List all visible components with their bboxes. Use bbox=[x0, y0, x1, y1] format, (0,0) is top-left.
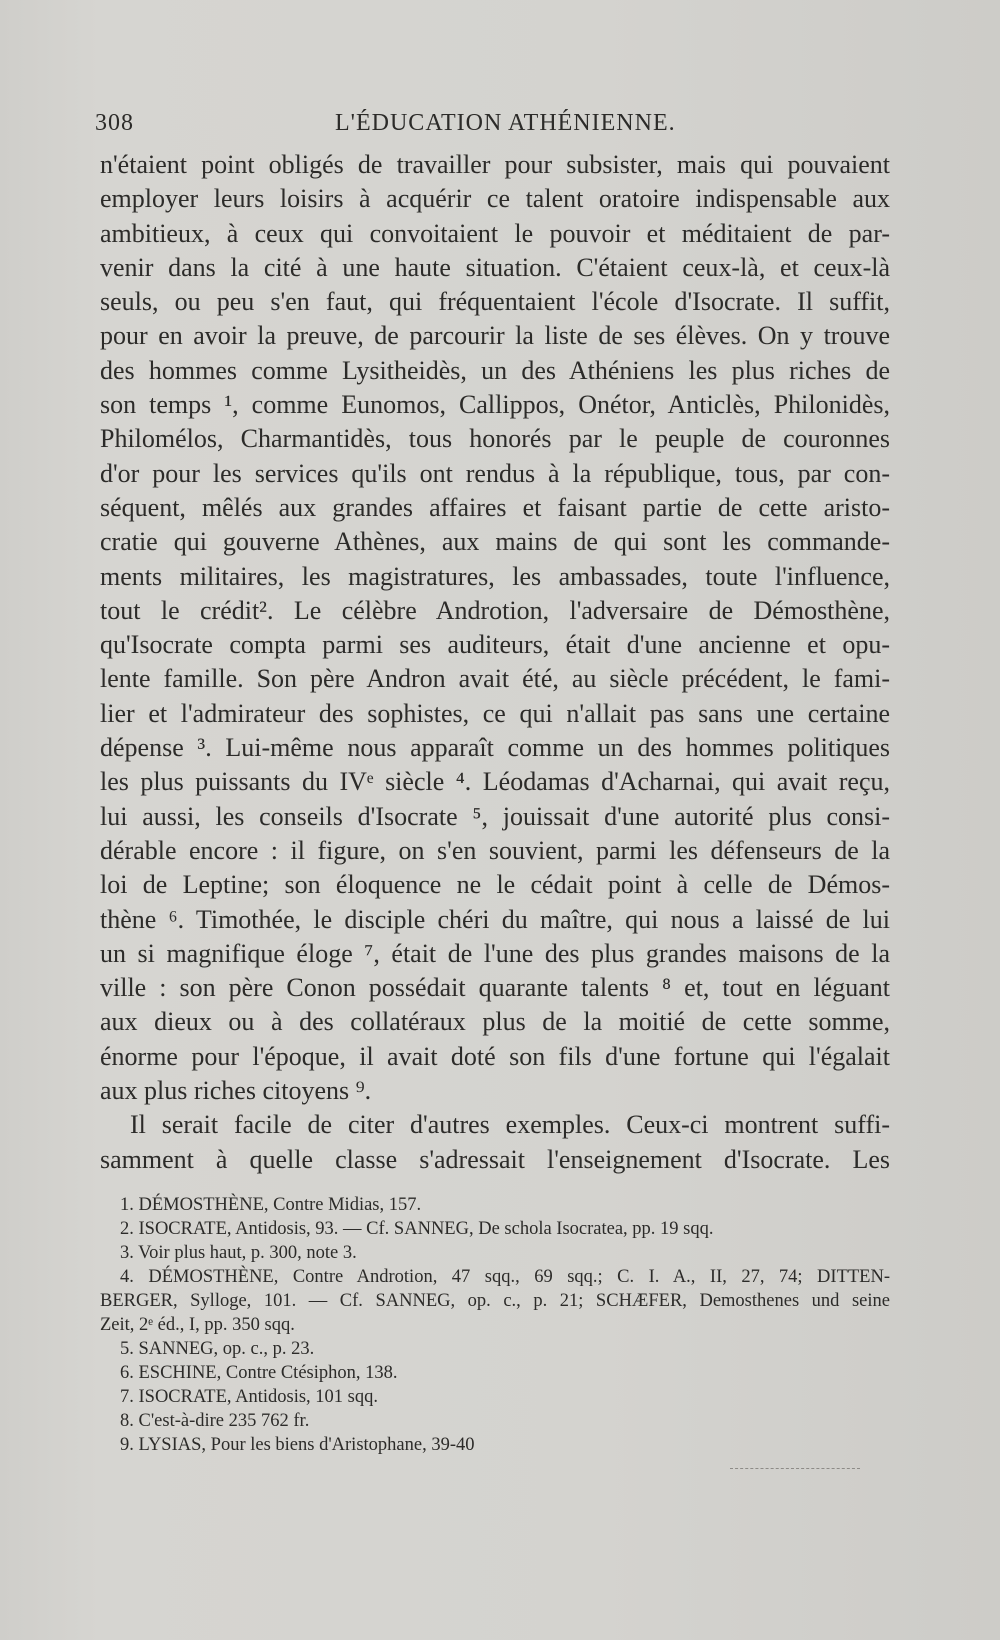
text-line: lui aussi, les conseils d'Isocrate ⁵, jouissait d'une autorité plus consi- bbox=[100, 801, 890, 831]
text-line: des hommes comme Lysitheidès, un des Athéniens les plus riches de bbox=[100, 355, 890, 385]
footnote: 1. DÉMOSTHÈNE, Contre Midias, 157. bbox=[120, 1195, 422, 1215]
text-line: samment à quelle classe s'adressait l'enseignement d'Isocrate. Les bbox=[100, 1144, 890, 1174]
main-text bbox=[100, 148, 890, 1177]
footnote: 8. C'est-à-dire 235 762 fr. bbox=[120, 1411, 310, 1431]
printer-rule bbox=[730, 1468, 860, 1469]
text-line: ville : son père Conon possédait quarante talents ⁸ et, tout en léguant bbox=[100, 973, 890, 1003]
footnote: 4. DÉMOSTHÈNE, Contre Androtion, 47 sqq., 69 sqq.; C. I. A., II, 27, 74; DITTEN- bbox=[120, 1267, 890, 1287]
text-line: loi de Leptine; son éloquence ne le cédait point à celle de Démos- bbox=[100, 870, 890, 900]
text-line: dérable encore : il figure, on s'en souvient, parmi les défenseurs de la bbox=[100, 835, 890, 865]
text-line: séquent, mêlés aux grandes affaires et faisant partie de cette aristo- bbox=[100, 492, 890, 522]
page-number: 308 bbox=[95, 110, 134, 136]
text-line: d'or pour les services qu'ils ont rendus à la république, tous, par con- bbox=[100, 458, 890, 488]
footnote: 5. SANNEG, op. c., p. 23. bbox=[120, 1339, 315, 1359]
running-title: L'ÉDUCATION ATHÉNIENNE. bbox=[335, 110, 676, 136]
text-line: cratie qui gouverne Athènes, aux mains de qui sont les commande- bbox=[100, 527, 890, 557]
text-line: ments militaires, les magistratures, les ambassades, toute l'influence, bbox=[100, 561, 890, 591]
footnote: 9. LYSIAS, Pour les biens d'Aristophane, 39-40 bbox=[120, 1435, 475, 1455]
text-line: employer leurs loisirs à acquérir ce talent oratoire indispensable aux bbox=[100, 184, 890, 214]
text-line: Il serait facile de citer d'autres exemples. Ceux-ci montrent suffi- bbox=[130, 1110, 890, 1140]
page-header bbox=[95, 110, 890, 144]
footnote: 3. Voir plus haut, p. 300, note 3. bbox=[120, 1243, 357, 1263]
footnote: 6. ESCHINE, Contre Ctésiphon, 138. bbox=[120, 1363, 398, 1383]
text-line: ambitieux, à ceux qui convoitaient le pouvoir et méditaient de par- bbox=[100, 218, 890, 248]
text-line: lente famille. Son père Andron avait été, au siècle précédent, le fami- bbox=[100, 664, 890, 694]
text-line: thène ⁶. Timothée, le disciple chéri du maître, qui nous a laissé de lui bbox=[100, 904, 890, 934]
footnote: 7. ISOCRATE, Antidosis, 101 sqq. bbox=[120, 1387, 379, 1407]
text-line: tout le crédit². Le célèbre Androtion, l'adversaire de Démosthène, bbox=[100, 595, 890, 625]
text-line: aux plus riches citoyens ⁹. bbox=[100, 1076, 372, 1106]
footnotes bbox=[100, 1193, 890, 1457]
text-line: un si magnifique éloge ⁷, était de l'une des plus grandes maisons de la bbox=[100, 938, 890, 968]
text-line: n'étaient point obligés de travailler pour subsister, mais qui pouvaient bbox=[100, 150, 890, 179]
footnote-continuation: BERGER, Sylloge, 101. — Cf. SANNEG, op. c., p. 21; SCHÆFER, Demosthenes und seine bbox=[100, 1291, 890, 1311]
text-line: Philomélos, Charmantidès, tous honorés par le peuple de couronnes bbox=[100, 424, 890, 454]
text-line: aux dieux ou à des collatéraux plus de la moitié de cette somme, bbox=[100, 1007, 890, 1037]
text-line: dépense ³. Lui-même nous apparaît comme un des hommes politiques bbox=[100, 733, 890, 763]
footnote-continuation: Zeit, 2ᵉ éd., I, pp. 350 sqq. bbox=[100, 1315, 295, 1335]
text-line: énorme pour l'époque, il avait doté son fils d'une fortune qui l'égalait bbox=[100, 1041, 890, 1071]
text-line: venir dans la cité à une haute situation. C'étaient ceux-là, et ceux-là bbox=[100, 252, 890, 282]
text-line: lier et l'admirateur des sophistes, ce qui n'allait pas sans une certaine bbox=[100, 698, 890, 728]
text-line: seuls, ou peu s'en faut, qui fréquentaient l'école d'Isocrate. Il suffit, bbox=[100, 287, 890, 317]
footnote: 2. ISOCRATE, Antidosis, 93. — Cf. SANNEG, De schola Isocratea, pp. 19 sqq. bbox=[120, 1219, 714, 1239]
text-line: les plus puissants du IVᵉ siècle ⁴. Léodamas d'Acharnai, qui avait reçu, bbox=[100, 767, 890, 797]
text-line: son temps ¹, comme Eunomos, Callippos, Onétor, Anticlès, Philonidès, bbox=[100, 390, 890, 420]
text-line: qu'Isocrate compta parmi ses auditeurs, était d'une ancienne et opu- bbox=[100, 630, 890, 660]
text-line: pour en avoir la preuve, de parcourir la liste de ses élèves. On y trouve bbox=[100, 321, 890, 351]
